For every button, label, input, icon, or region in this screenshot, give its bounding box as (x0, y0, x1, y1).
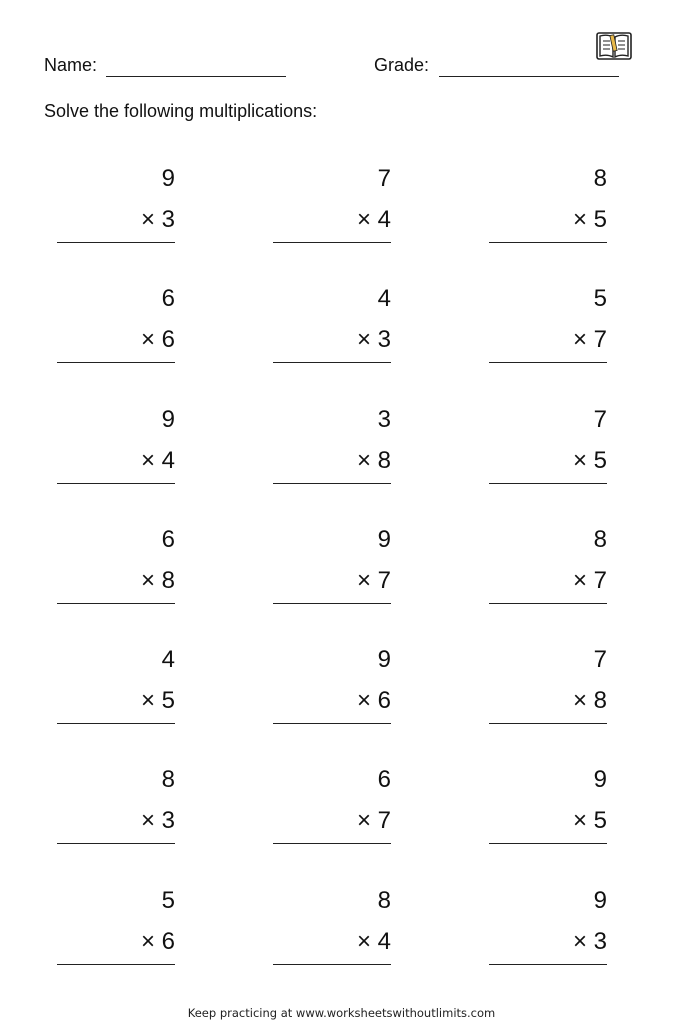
problem-item (271, 165, 391, 255)
answer-line[interactable] (489, 843, 607, 844)
grade-label: Grade: (374, 55, 430, 75)
multiplier: × 3 (140, 206, 175, 233)
answer-line[interactable] (489, 242, 607, 243)
top-number: 7 (593, 406, 607, 433)
multiplier: × 4 (356, 206, 391, 233)
multiplier: × 7 (572, 567, 607, 594)
problem-item (55, 165, 175, 255)
top-number: 5 (593, 285, 607, 312)
multiplier: × 3 (356, 326, 391, 353)
problem-item (55, 285, 175, 375)
answer-line[interactable] (57, 242, 175, 243)
name-label: Name: (44, 55, 98, 75)
top-number: 7 (593, 646, 607, 673)
answer-line[interactable] (57, 362, 175, 363)
problem-item (487, 887, 607, 977)
multiplier: × 4 (140, 447, 175, 474)
top-number: 8 (377, 887, 391, 914)
top-number: 6 (161, 526, 175, 553)
answer-line[interactable] (57, 723, 175, 724)
answer-line[interactable] (57, 964, 175, 965)
answer-line[interactable] (57, 603, 175, 604)
problem-item (487, 165, 607, 255)
problem-item (271, 646, 391, 736)
multiplier: × 4 (356, 928, 391, 955)
answer-line[interactable] (489, 483, 607, 484)
multiplier: × 8 (356, 447, 391, 474)
top-number: 6 (377, 766, 391, 793)
answer-line[interactable] (273, 843, 391, 844)
multiplier: × 8 (140, 567, 175, 594)
multiplier: × 5 (572, 807, 607, 834)
multiplier: × 5 (572, 447, 607, 474)
multiplier: × 7 (572, 326, 607, 353)
answer-line[interactable] (273, 242, 391, 243)
problem-item (271, 285, 391, 375)
top-number: 9 (377, 526, 391, 553)
answer-line[interactable] (273, 362, 391, 363)
answer-line[interactable] (273, 723, 391, 724)
multiplier: × 5 (140, 687, 175, 714)
top-number: 9 (593, 766, 607, 793)
multiplier: × 7 (356, 567, 391, 594)
problem-item (487, 766, 607, 856)
top-number: 8 (593, 526, 607, 553)
problem-item (271, 887, 391, 977)
multiplier: × 6 (140, 326, 175, 353)
problem-item (271, 406, 391, 496)
problem-item (487, 285, 607, 375)
top-number: 3 (377, 406, 391, 433)
answer-line[interactable] (273, 964, 391, 965)
multiplier: × 5 (572, 206, 607, 233)
top-number: 9 (161, 165, 175, 192)
answer-line[interactable] (273, 603, 391, 604)
multiplier: × 8 (572, 687, 607, 714)
problem-item (55, 526, 175, 616)
answer-line[interactable] (489, 362, 607, 363)
multiplier: × 3 (572, 928, 607, 955)
answer-line[interactable] (489, 964, 607, 965)
top-number: 8 (161, 766, 175, 793)
multiplier: × 6 (356, 687, 391, 714)
problem-item (55, 766, 175, 856)
problem-item (487, 646, 607, 736)
multiplier: × 6 (140, 928, 175, 955)
multiplier: × 3 (140, 807, 175, 834)
problem-item (55, 646, 175, 736)
problem-item (487, 406, 607, 496)
top-number: 9 (161, 406, 175, 433)
top-number: 7 (377, 165, 391, 192)
problem-item (55, 887, 175, 977)
answer-line[interactable] (273, 483, 391, 484)
footer-text: Keep practicing at www.worksheetswithoutlimits.com (187, 1006, 496, 1020)
top-number: 8 (593, 165, 607, 192)
problem-item (271, 766, 391, 856)
problem-item (487, 526, 607, 616)
top-number: 9 (593, 887, 607, 914)
multiplier: × 7 (356, 807, 391, 834)
problem-item (271, 526, 391, 616)
problem-item (55, 406, 175, 496)
top-number: 9 (377, 646, 391, 673)
top-number: 6 (161, 285, 175, 312)
instructions-text: Solve the following multiplications: (44, 101, 318, 121)
answer-line[interactable] (57, 843, 175, 844)
answer-line[interactable] (57, 483, 175, 484)
answer-line[interactable] (489, 723, 607, 724)
answer-line[interactable] (489, 603, 607, 604)
top-number: 4 (377, 285, 391, 312)
top-number: 4 (161, 646, 175, 673)
top-number: 5 (161, 887, 175, 914)
